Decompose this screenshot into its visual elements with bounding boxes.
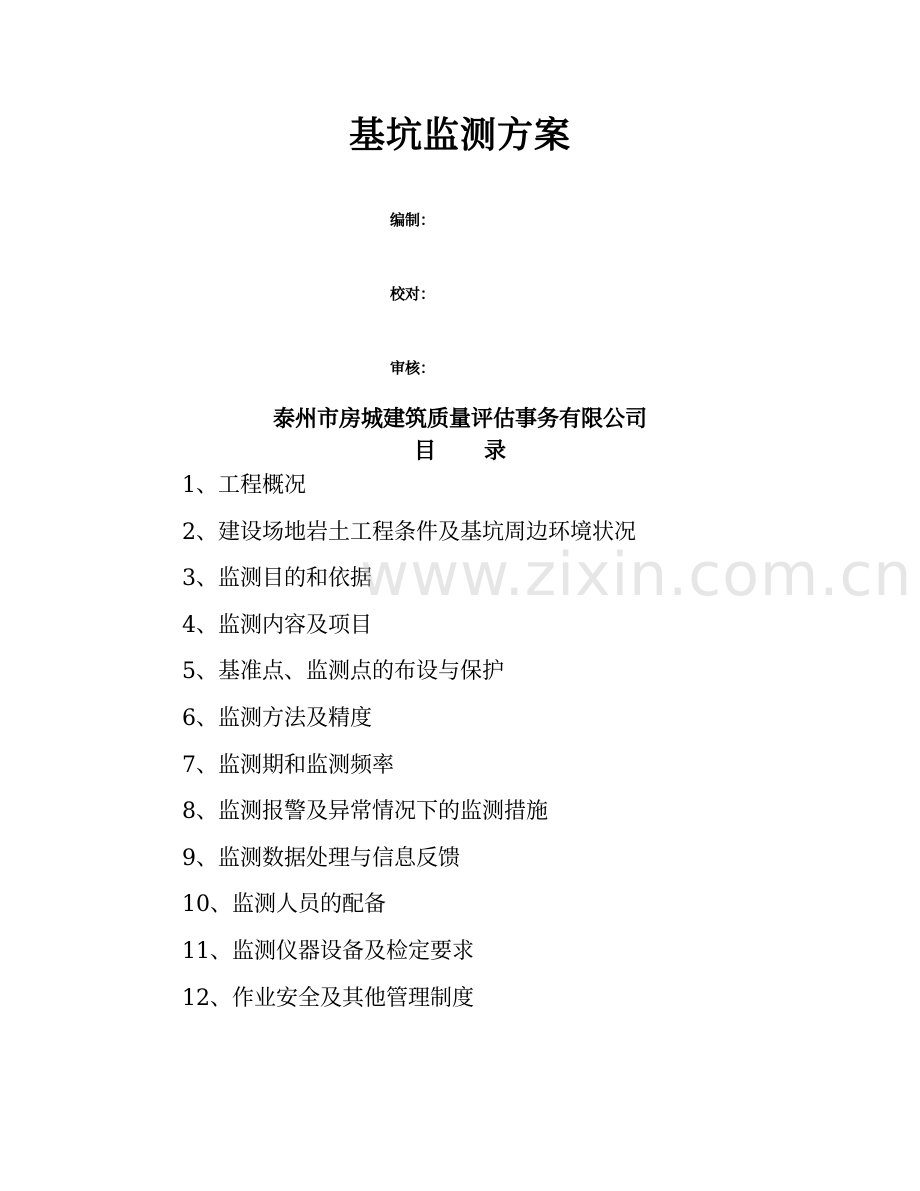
toc-item: 8、监测报警及异常情况下的监测措施 bbox=[182, 799, 548, 825]
toc-item: 5、基准点、监测点的布设与保护 bbox=[182, 659, 504, 685]
toc-item: 9、监测数据处理与信息反馈 bbox=[182, 845, 460, 871]
company-name: 泰州市房城建筑质量评估事务有限公司 bbox=[272, 406, 647, 432]
toc-item: 6、监测方法及精度 bbox=[182, 705, 372, 731]
watermark: www.zixin.com.cn bbox=[360, 540, 913, 610]
prepared-by-label: 编制： bbox=[390, 211, 436, 229]
toc-heading bbox=[0, 436, 920, 466]
toc-heading-right: 录 bbox=[484, 438, 507, 464]
toc-item: 1、工程概况 bbox=[182, 473, 306, 498]
reviewed-by-label: 审核： bbox=[390, 359, 436, 377]
toc-item: 4、监测内容及项目 bbox=[182, 612, 372, 638]
toc-list bbox=[182, 463, 636, 1022]
document-title: 基坑监测方案 bbox=[348, 114, 571, 156]
toc-item: 10、监测人员的配备 bbox=[182, 892, 386, 918]
toc-item: 2、建设场地岩土工程条件及基坑周边环境状况 bbox=[182, 519, 636, 545]
checked-by-label: 校对： bbox=[390, 285, 436, 303]
toc-item: 3、监测目的和依据 bbox=[182, 566, 372, 592]
toc-item: 11、监测仪器设备及检定要求 bbox=[182, 938, 474, 964]
toc-item: 7、监测期和监测频率 bbox=[182, 752, 394, 778]
toc-heading-left: 目 bbox=[413, 438, 436, 464]
toc-item: 12、作业安全及其他管理制度 bbox=[182, 985, 474, 1011]
